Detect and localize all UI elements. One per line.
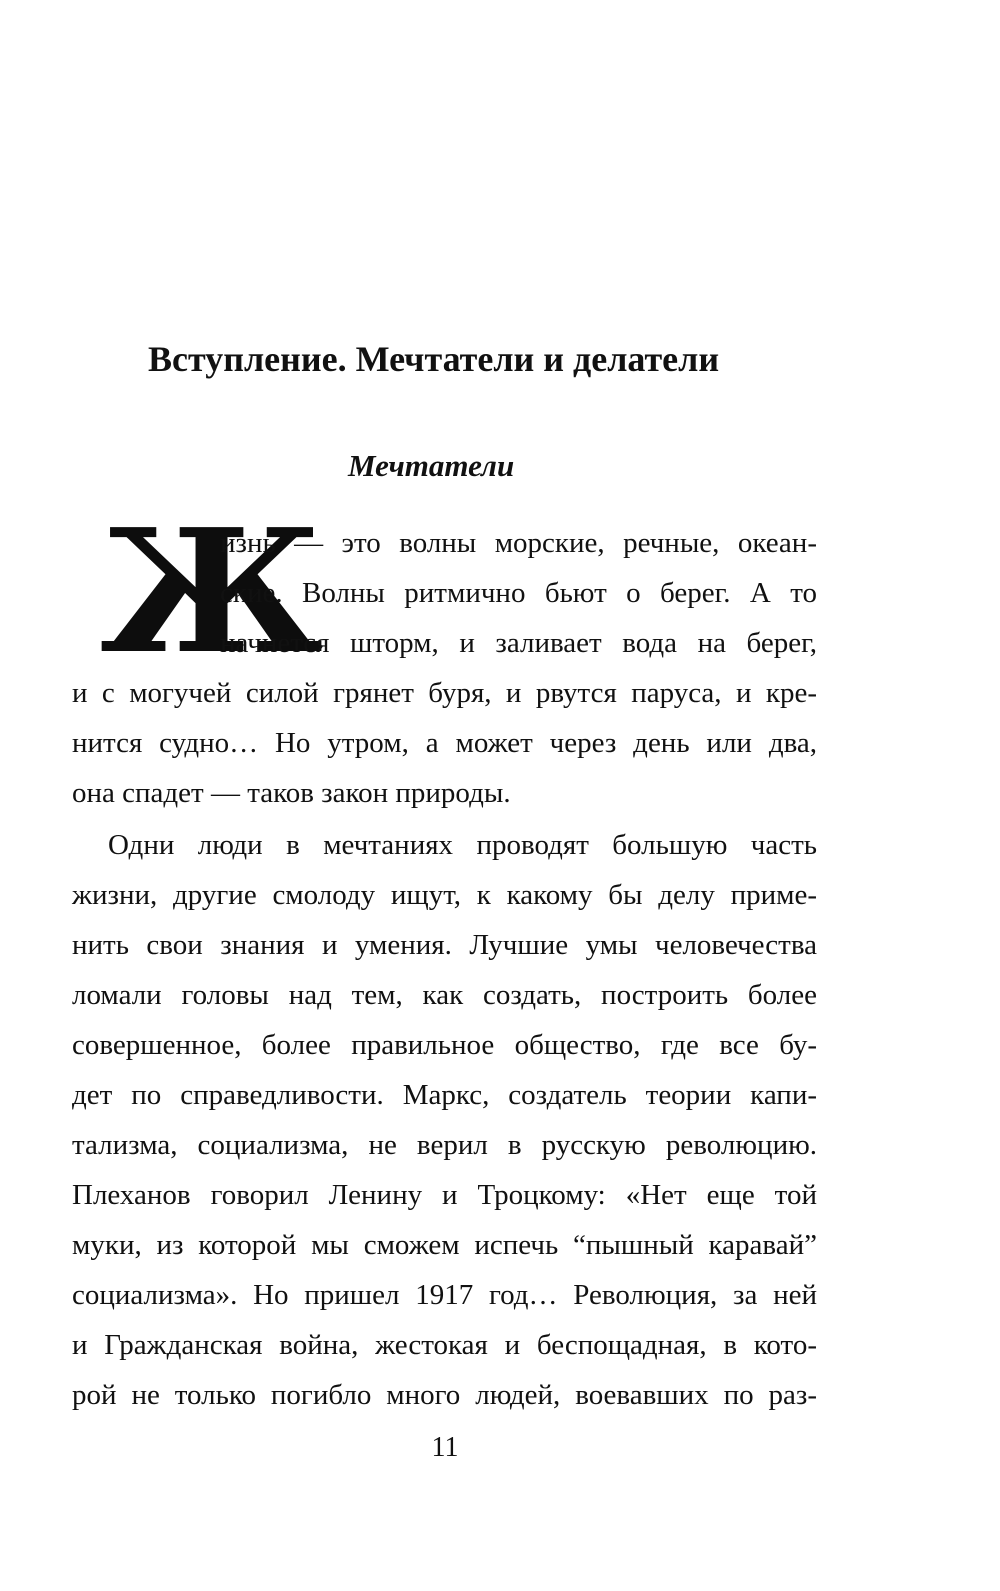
text-line: нить свои знания и умения. Лучшие умы человечества [72, 929, 817, 961]
text-line: и Гражданская война, жестокая и беспощадная, в кото- [72, 1329, 817, 1361]
text-line: ломали головы над тем, как создать, построить более [72, 979, 817, 1011]
text-line: социализма». Но пришел 1917 год… Революция, за ней [72, 1279, 817, 1311]
text-line: жизни, другие смолоду ищут, к какому бы делу приме- [72, 879, 817, 911]
text-line: начнется шторм, и заливает вода на берег, [220, 627, 817, 659]
text-line: Одни люди в мечтаниях проводят большую часть [108, 829, 817, 861]
text-line: нится судно… Но утром, а может через день или два, [72, 727, 817, 759]
text-line: дет по справедливости. Маркс, создатель теории капи- [72, 1079, 817, 1111]
page-number: 11 [431, 1432, 459, 1463]
text-line: Плеханов говорил Ленину и Троцкому: «Нет еще той [72, 1179, 817, 1211]
text-line: тализма, социализма, не верил в русскую революцию. [72, 1129, 817, 1161]
text-line: совершенное, более правильное общество, где все бу- [72, 1029, 817, 1061]
text-line: муки, из которой мы сможем испечь “пышный каравай” [72, 1229, 817, 1261]
text-line: рой не только погибло много людей, воевавших по раз- [72, 1379, 817, 1411]
drop-cap-letter: Ж [100, 492, 324, 692]
chapter-title: Вступление. Мечтатели и делатели [148, 339, 720, 379]
section-title: Мечтатели [348, 448, 515, 483]
text-line: изнь — это волны морские, речные, океан- [220, 527, 817, 559]
text-line: и с могучей силой грянет буря, и рвутся паруса, и кре- [72, 677, 817, 709]
text-line: ские. Волны ритмично бьют о берег. А то [220, 577, 817, 609]
text-line: она спадет — таков закон природы. [72, 777, 511, 809]
